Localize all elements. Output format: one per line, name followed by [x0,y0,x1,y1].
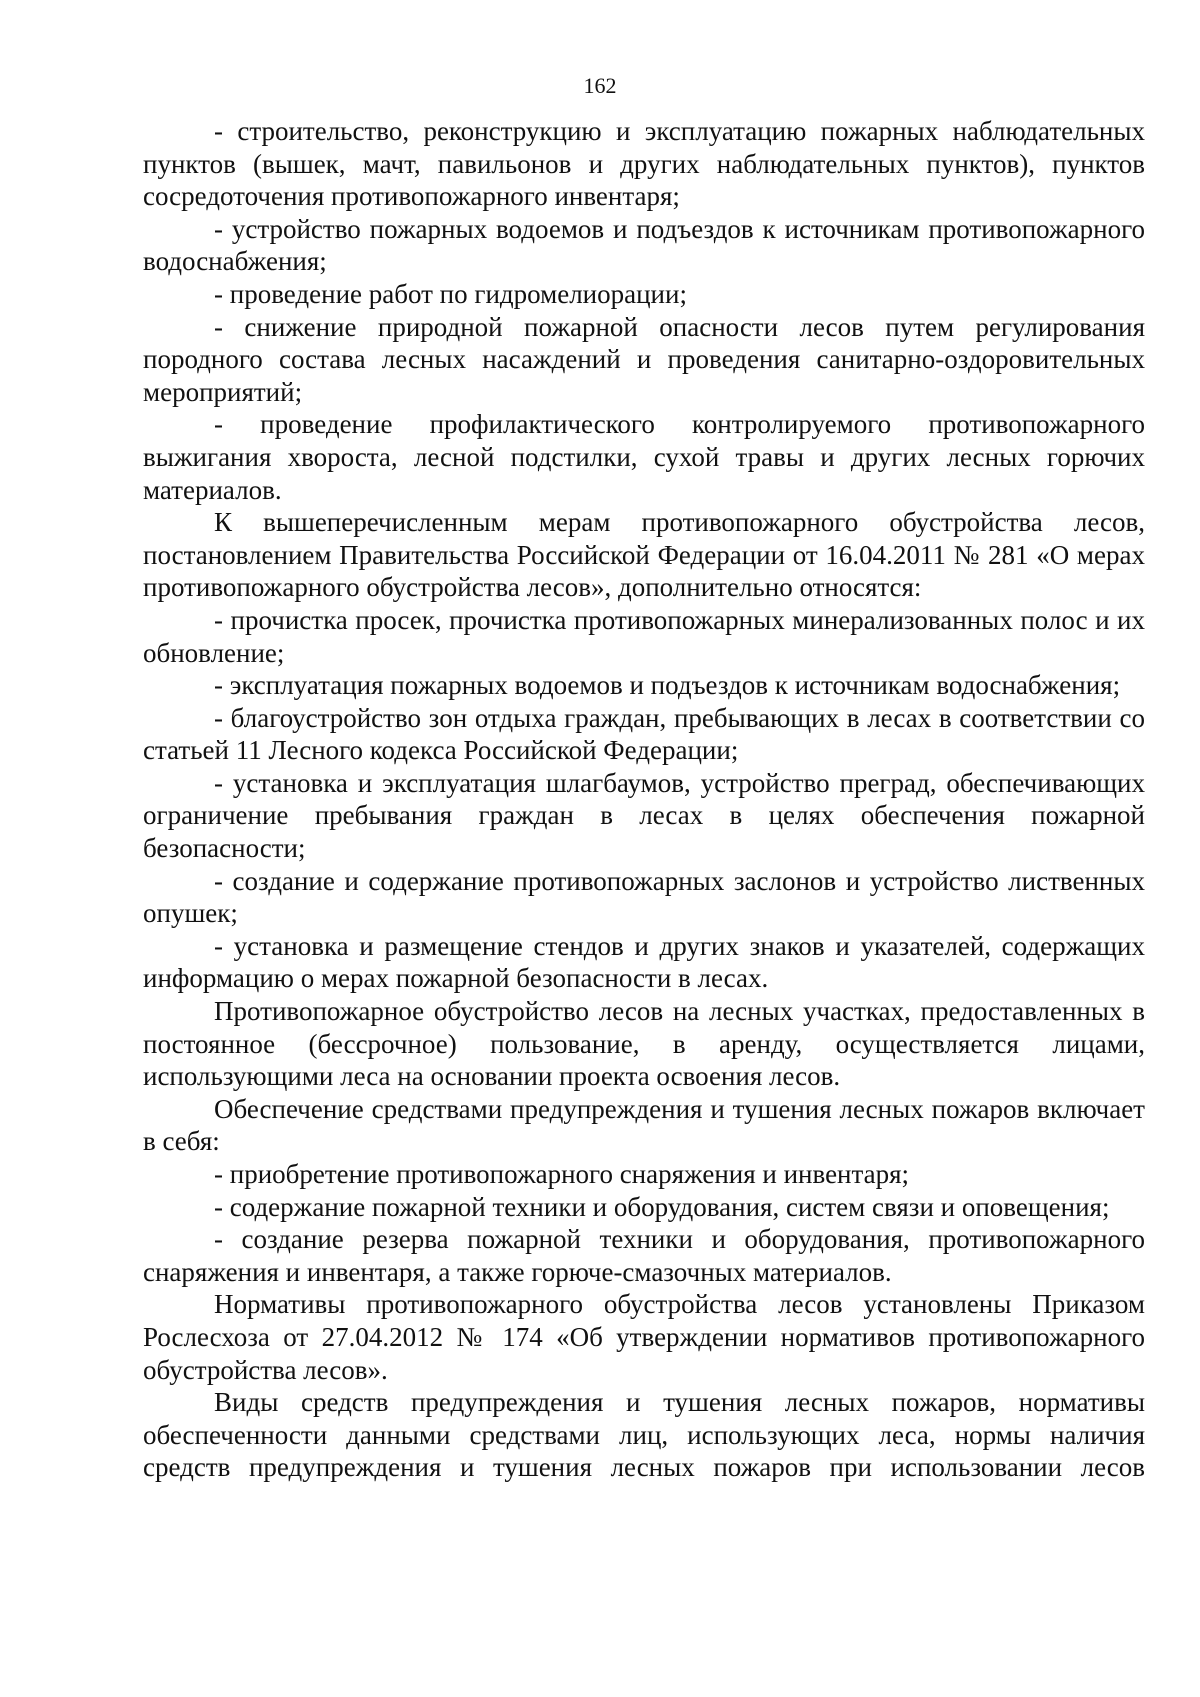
paragraph-17: - создание резерва пожарной техники и оборудования, противопожарного снаряжения и инвентаря, а также горюче-смазочных материалов. [143,1224,1145,1287]
paragraph-19: Виды средств предупреждения и тушения лесных пожаров, нормативы обеспеченности данными средствами лиц, использующих леса, нормы наличия средств предупреждения и тушения лесных пожаров при использовании лесов [143,1387,1145,1483]
paragraph-14: Обеспечение средствами предупреждения и тушения лесных пожаров включает в себя: [143,1093,1145,1157]
paragraph-2: - устройство пожарных водоемов и подъездов к источникам противопожарного водоснабжения; [143,213,1145,277]
paragraph-7: - прочистка просек, прочистка противопожарных минерализованных полос и их обновление; [143,604,1145,668]
page-number: 162 [583,73,617,98]
paragraph-10: - установка и эксплуатация шлагбаумов, устройство преград, обеспечивающих ограничение пребывания граждан в лесах в целях обеспечения пожарной безопасности; [143,767,1145,864]
paragraph-15: - приобретение противопожарного снаряжения и инвентаря; [214,1159,910,1189]
paragraph-1: - строительство, реконструкцию и эксплуатацию пожарных наблюдательных пунктов (вышек, мачт, павильонов и других наблюдательных пунктов), пунктов сосредоточения противопожарного инвентаря; [143,116,1145,212]
paragraph-6: К вышеперечисленным мерам противопожарного обустройства лесов, постановлением Правительства Российской Федерации от 16.04.2011 № 281 «О мерах противопожарного обустройства лесов», дополнительно относятся: [143,507,1145,603]
paragraph-5: - проведение профилактического контролируемого противопожарного выжигания хвороста, лесной подстилки, сухой травы и других лесных горючих материалов. [143,409,1145,505]
paragraph-12: - установка и размещение стендов и других знаков и указателей, содержащих информацию о мерах пожарной безопасности в лесах. [143,930,1145,994]
paragraph-16: - содержание пожарной техники и оборудования, систем связи и оповещения; [214,1191,1110,1222]
paragraph-9: - благоустройство зон отдыха граждан, пребывающих в лесах в соответствии со статьей 11 Лесного кодекса Российской Федерации; [143,702,1145,766]
paragraph-13: Противопожарное обустройство лесов на лесных участках, предоставленных в постоянное (бессрочное) пользование, в аренду, осуществляется лицами, использующими леса на основании проекта освоения лесов. [143,996,1145,1092]
paragraph-11: - создание и содержание противопожарных заслонов и устройство лиственных опушек; [143,865,1145,929]
paragraph-8: - эксплуатация пожарных водоемов и подъездов к источникам водоснабжения; [214,670,1121,701]
document-body [143,115,1145,1484]
paragraph-3: - проведение работ по гидромелиорации; [214,278,687,309]
paragraph-18: Нормативы противопожарного обустройства лесов установлены Приказом Рослесхоза от 27.04.2012 № 174 «Об утверждении нормативов противопожарного обустройства лесов». [143,1289,1145,1385]
paragraph-4: - снижение природной пожарной опасности лесов путем регулирования породного состава лесных насаждений и проведения санитарно-оздоровительных мероприятий; [143,311,1145,407]
